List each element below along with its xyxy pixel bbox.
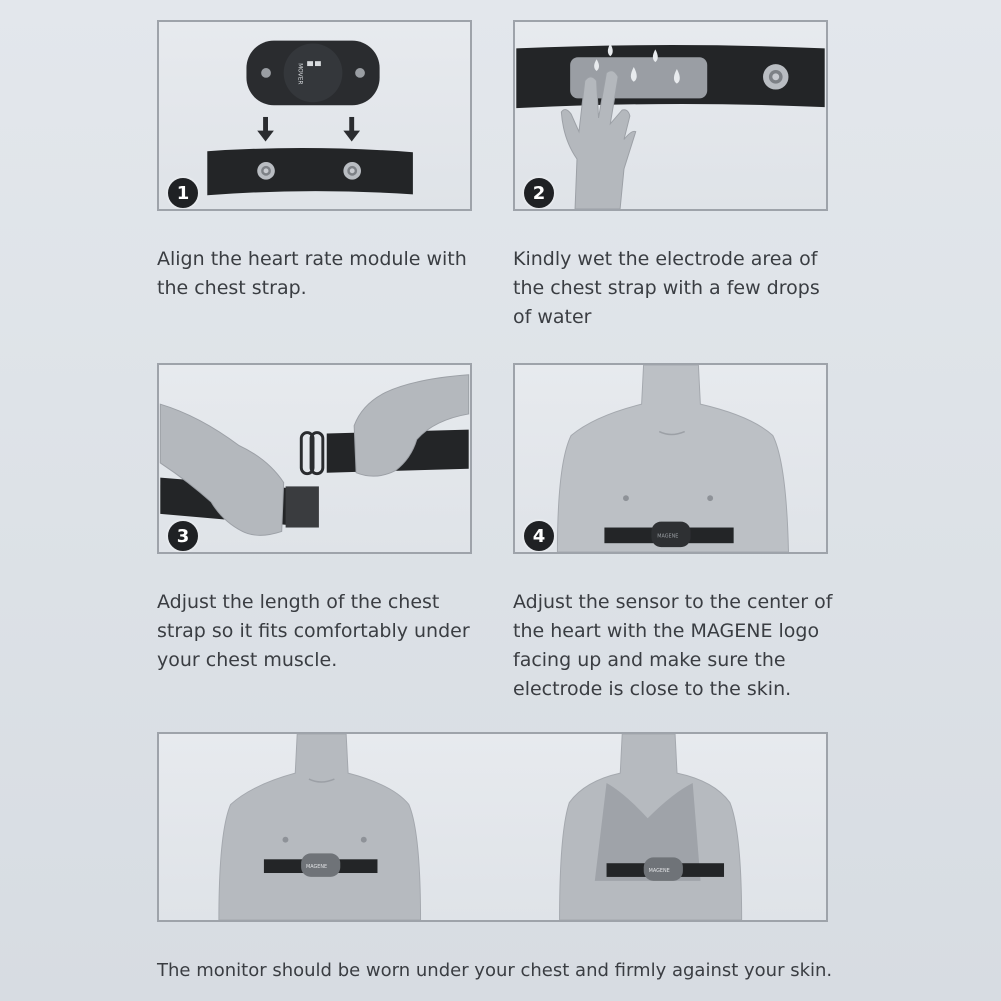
sensor-logo: MAGENE (306, 864, 328, 871)
footer-caption: The monitor should be worn under your chest and firmly against your skin. (157, 960, 833, 981)
sensor-logo: MAGENE (648, 868, 670, 875)
step-2-panel (513, 20, 828, 211)
torso-female (560, 734, 742, 920)
step-3-panel (157, 363, 472, 554)
hand-icon (160, 404, 283, 535)
step-4-caption: Adjust the sensor to the center of the heart with the MAGENE logo facing up and make sure the electrode is close to the skin. (513, 591, 833, 700)
sensor-logo: MAGENE (657, 533, 679, 540)
step-number-badge: 2 (522, 176, 556, 210)
step-number-badge: 4 (522, 519, 556, 553)
step-1-panel (157, 20, 472, 211)
step-1-caption: Align the heart rate module with the chest strap. (157, 248, 467, 299)
heart-rate-module (246, 41, 379, 106)
chest-strap (207, 148, 413, 195)
step-3-illustration (159, 365, 470, 552)
arrow-down-icon (257, 117, 274, 141)
module-label: MOVER (296, 63, 303, 85)
step-4-panel (513, 363, 828, 554)
wearing-example-illustration (159, 734, 826, 920)
arrow-down-icon (343, 117, 360, 141)
step-1-illustration (159, 22, 470, 209)
step-number-badge: 1 (166, 176, 200, 210)
wearing-example-panel (157, 732, 828, 922)
step-3-caption: Adjust the length of the chest strap so it fits comfortably under your chest muscle. (157, 591, 470, 671)
step-2-illustration (515, 22, 826, 209)
strap-buckle (301, 433, 323, 474)
torso-male (219, 734, 421, 920)
step-2-caption: Kindly wet the electrode area of the chest strap with a few drops of water (513, 248, 820, 328)
step-number-badge: 3 (166, 519, 200, 553)
step-4-illustration (515, 365, 826, 552)
